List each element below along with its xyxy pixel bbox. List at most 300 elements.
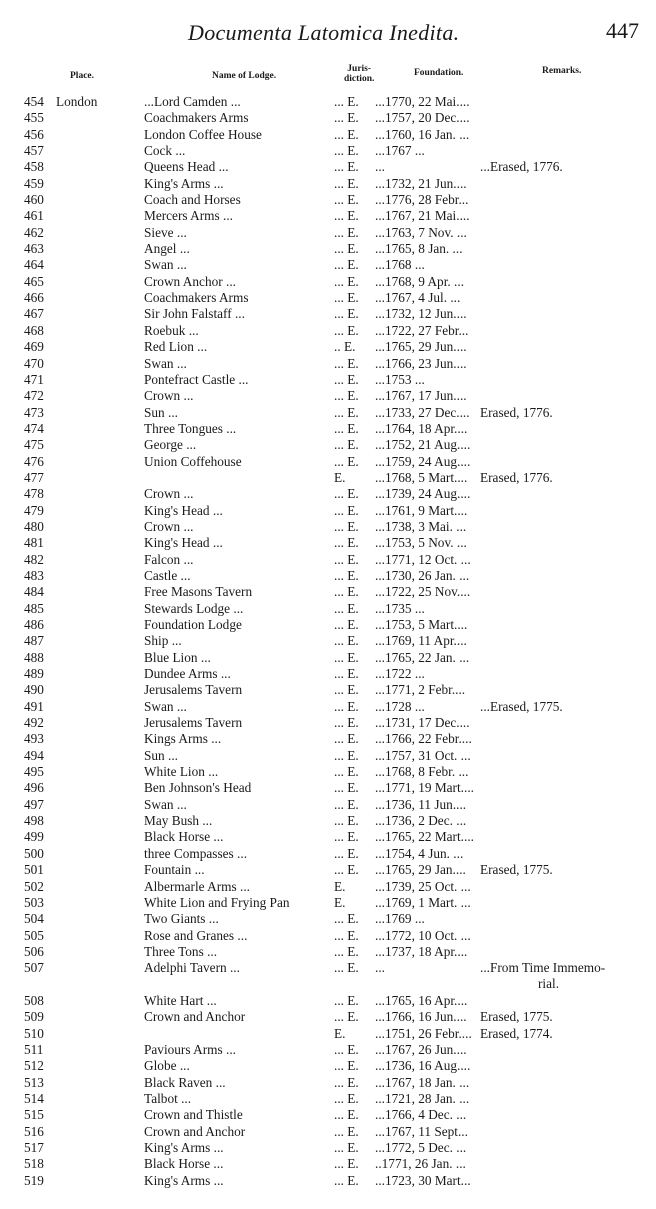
row-lodge-name: Jerusalems Tavern — [144, 715, 243, 731]
row-jurisdiction: ... E. — [334, 992, 359, 1008]
table-row — [0, 731, 656, 747]
row-lodge-name: Sieve ... — [144, 224, 187, 240]
table-row — [0, 1042, 656, 1058]
row-lodge-name: Crown ... — [144, 388, 194, 404]
row-lodge-name: King's Arms ... — [144, 175, 224, 191]
row-lodge-name: Coachmakers Arms — [144, 110, 249, 126]
row-number: 478 — [24, 486, 44, 502]
row-jurisdiction: ... E. — [334, 600, 359, 616]
table-row — [0, 274, 656, 290]
row-number: 482 — [24, 551, 44, 567]
row-foundation: ...1771, 12 Oct. ... — [375, 551, 471, 567]
row-number: 507 — [24, 960, 44, 976]
row-foundation: ...1736, 2 Dec. ... — [375, 813, 467, 829]
row-number: 486 — [24, 617, 44, 632]
table-row — [0, 241, 656, 257]
row-number: 517 — [24, 1140, 44, 1155]
table-row — [0, 911, 656, 927]
row-foundation: ...1721, 28 Jan. ... — [375, 1090, 470, 1106]
page-number: 447 — [606, 18, 639, 43]
table-row — [0, 944, 656, 960]
table-row — [0, 764, 656, 780]
table-row — [0, 617, 656, 633]
row-jurisdiction: ... E. — [334, 567, 359, 583]
row-foundation: ... — [375, 159, 385, 175]
row-number: 456 — [24, 126, 44, 142]
row-number: 476 — [24, 453, 44, 469]
column-header-jurisdiction-line2: diction. — [344, 74, 375, 84]
row-jurisdiction: ... E. — [334, 355, 359, 371]
row-lodge-name: Free Masons Tavern — [144, 584, 253, 600]
row-lodge-name: Kings Arms ... — [144, 731, 222, 747]
row-lodge-name: Angel ... — [144, 241, 190, 257]
table-row — [0, 748, 656, 764]
table-row — [0, 94, 656, 110]
row-number: 503 — [24, 894, 44, 910]
row-foundation: ...1765, 22 Jan. ... — [375, 649, 470, 665]
row-number: 495 — [24, 764, 44, 780]
row-foundation: ...1728 ... — [375, 698, 425, 714]
table-row — [0, 127, 656, 143]
table-row — [0, 208, 656, 224]
row-jurisdiction: ... E. — [334, 502, 359, 518]
row-jurisdiction: ... E. — [334, 845, 359, 861]
row-foundation: ...1766, 23 Jun.... — [375, 355, 467, 371]
row-number: 519 — [24, 1172, 44, 1188]
table-row — [0, 780, 656, 796]
row-number: 493 — [24, 731, 44, 747]
row-foundation: ...1722 ... — [375, 666, 425, 682]
row-lodge-name: Cock ... — [144, 143, 186, 159]
row-jurisdiction: ... E. — [334, 747, 359, 763]
row-lodge-name: Rose and Granes ... — [144, 927, 248, 943]
row-number: 501 — [24, 862, 44, 878]
row-lodge-name: White Lion ... — [144, 764, 219, 780]
table-row — [0, 176, 656, 192]
row-foundation: ...1772, 5 Dec. ... — [375, 1140, 467, 1155]
row-lodge-name: Union Coffehouse — [144, 453, 242, 469]
table-row — [0, 813, 656, 829]
row-foundation: ...1767, 26 Jun.... — [375, 1041, 467, 1057]
row-jurisdiction: ... E. — [334, 290, 359, 306]
row-jurisdiction: ... E. — [334, 796, 359, 812]
row-jurisdiction: ... E. — [334, 829, 359, 845]
row-foundation: ...1753, 5 Mart.... — [375, 617, 468, 632]
row-number: 460 — [24, 192, 44, 208]
row-jurisdiction: ... E. — [334, 143, 359, 159]
row-place: London — [56, 94, 98, 109]
row-number: 494 — [24, 747, 44, 763]
row-lodge-name: Talbot ... — [144, 1090, 192, 1106]
row-number: 463 — [24, 241, 44, 257]
row-number: 457 — [24, 143, 44, 159]
table-row — [0, 650, 656, 666]
table-row — [0, 1026, 656, 1042]
row-jurisdiction: ... E. — [334, 633, 359, 649]
table-row — [0, 1091, 656, 1107]
table-row — [0, 143, 656, 159]
table-row — [0, 829, 656, 845]
row-number: 470 — [24, 355, 44, 371]
table-row — [0, 568, 656, 584]
row-foundation: ...1739, 24 Aug.... — [375, 486, 471, 502]
row-foundation: ...1770, 22 Mai.... — [375, 94, 470, 109]
row-lodge-name: Swan ... — [144, 796, 187, 812]
row-jurisdiction: ... E. — [334, 764, 359, 780]
table-row — [0, 1124, 656, 1140]
row-number: 500 — [24, 845, 44, 861]
table-row — [0, 519, 656, 535]
row-lodge-name: Swan ... — [144, 355, 187, 371]
row-jurisdiction: ... E. — [334, 437, 359, 453]
row-foundation: ...1767, 4 Jul. ... — [375, 290, 461, 306]
row-lodge-name: Foundation Lodge — [144, 617, 242, 632]
column-header-remarks: Remarks. — [542, 66, 582, 76]
row-number: 510 — [24, 1025, 44, 1041]
row-lodge-name: White Lion and Frying Pan — [144, 894, 290, 910]
row-lodge-name: Roebuk ... — [144, 322, 199, 338]
row-number: 489 — [24, 666, 44, 682]
row-foundation: ...1772, 10 Oct. ... — [375, 927, 471, 943]
row-remarks: ...From Time Immemo- — [480, 960, 606, 976]
row-foundation: ...1751, 26 Febr.... — [375, 1025, 472, 1041]
row-jurisdiction: ... E. — [334, 731, 359, 747]
row-lodge-name: Crown Anchor ... — [144, 273, 236, 289]
row-jurisdiction: ... E. — [334, 518, 359, 534]
row-lodge-name: White Hart ... — [144, 992, 217, 1008]
row-foundation: ...1753 ... — [375, 371, 425, 387]
row-foundation: ...1768, 9 Apr. ... — [375, 273, 465, 289]
row-foundation: ... — [375, 960, 385, 976]
row-number: 505 — [24, 927, 44, 943]
row-foundation: ...1765, 22 Mart.... — [375, 829, 474, 845]
row-foundation: ...1737, 18 Apr.... — [375, 943, 468, 959]
row-lodge-name: Crown ... — [144, 486, 194, 502]
row-lodge-name: Falcon ... — [144, 551, 194, 567]
row-number: 480 — [24, 518, 44, 534]
column-header-jurisdiction-line1: Juris- — [347, 64, 372, 74]
row-jurisdiction: ... E. — [334, 617, 359, 632]
row-number: 518 — [24, 1156, 44, 1172]
row-lodge-name: Swan ... — [144, 257, 187, 273]
page-title: Documenta Latomica Inedita. — [188, 20, 460, 45]
row-foundation: ...1736, 11 Jun.... — [375, 796, 467, 812]
row-number: 492 — [24, 715, 44, 731]
row-lodge-name: Three Tongues ... — [144, 420, 237, 436]
row-lodge-name: ...Lord Camden ... — [144, 94, 241, 109]
row-lodge-name: Ben Johnson's Head — [144, 780, 252, 796]
row-remarks: ...Erased, 1776. — [480, 159, 563, 175]
table-row — [0, 715, 656, 731]
table-row — [0, 928, 656, 944]
row-number: 516 — [24, 1123, 44, 1139]
row-jurisdiction: ... E. — [334, 1074, 359, 1090]
row-foundation: ...1771, 2 Febr.... — [375, 682, 466, 698]
table-row — [0, 290, 656, 306]
row-foundation: ...1767, 17 Jun.... — [375, 388, 467, 404]
row-lodge-name: Stewards Lodge ... — [144, 600, 244, 616]
table-row — [0, 666, 656, 682]
row-jurisdiction: ... E. — [334, 404, 359, 420]
row-foundation: ...1766, 4 Dec. ... — [375, 1107, 467, 1123]
row-lodge-name: Albermarle Arms ... — [144, 878, 250, 894]
row-lodge-name: Black Raven ... — [144, 1074, 226, 1090]
row-number: 515 — [24, 1107, 44, 1123]
row-foundation: ...1766, 22 Febr.... — [375, 731, 472, 747]
row-number: 514 — [24, 1090, 44, 1106]
row-number: 512 — [24, 1058, 44, 1074]
table-row — [0, 1173, 656, 1189]
row-remarks: Erased, 1776. — [480, 469, 553, 485]
row-foundation: ...1757, 31 Oct. ... — [375, 747, 471, 763]
table-row — [0, 110, 656, 126]
row-foundation: ...1765, 29 Jun.... — [375, 339, 467, 355]
row-foundation: ...1769, 11 Apr.... — [375, 633, 467, 649]
row-foundation: ...1765, 29 Jan.... — [375, 862, 466, 878]
row-jurisdiction: ... E. — [334, 175, 359, 191]
column-header-place: Place. — [70, 71, 95, 81]
row-jurisdiction: ... E. — [334, 1041, 359, 1057]
row-number: 504 — [24, 911, 44, 927]
row-number: 471 — [24, 371, 44, 387]
row-remarks: Erased, 1776. — [480, 404, 553, 420]
row-jurisdiction: ... E. — [334, 273, 359, 289]
row-lodge-name: Ship ... — [144, 633, 182, 649]
row-lodge-name: Queens Head ... — [144, 159, 229, 175]
row-number: 485 — [24, 600, 44, 616]
row-jurisdiction: ... E. — [334, 306, 359, 322]
row-foundation: ...1768, 8 Febr. ... — [375, 764, 469, 780]
row-foundation: ...1765, 16 Apr.... — [375, 992, 468, 1008]
table-row — [0, 846, 656, 862]
row-number: 459 — [24, 175, 44, 191]
row-foundation: ...1760, 16 Jan. ... — [375, 126, 470, 142]
row-jurisdiction: ... E. — [334, 453, 359, 469]
row-number: 469 — [24, 339, 44, 355]
row-lodge-name: London Coffee House — [144, 126, 262, 142]
row-jurisdiction: .. E. — [334, 339, 356, 355]
row-lodge-name: King's Head ... — [144, 502, 223, 518]
row-jurisdiction: ... E. — [334, 420, 359, 436]
row-jurisdiction: ... E. — [334, 224, 359, 240]
row-foundation: ...1764, 18 Apr.... — [375, 420, 468, 436]
row-number: 465 — [24, 273, 44, 289]
row-foundation: ...1730, 26 Jan. ... — [375, 567, 470, 583]
row-number: 499 — [24, 829, 44, 845]
row-jurisdiction: E. — [334, 1025, 346, 1041]
row-number: 467 — [24, 306, 44, 322]
row-foundation: ...1731, 17 Dec.... — [375, 715, 470, 731]
row-jurisdiction: ... E. — [334, 1058, 359, 1074]
row-jurisdiction: ... E. — [334, 715, 359, 731]
row-jurisdiction: ... E. — [334, 371, 359, 387]
row-jurisdiction: ... E. — [334, 192, 359, 208]
row-lodge-name: Paviours Arms ... — [144, 1041, 236, 1057]
row-lodge-name: Crown ... — [144, 518, 194, 534]
row-jurisdiction: ... E. — [334, 1107, 359, 1123]
row-jurisdiction: ... E. — [334, 159, 359, 175]
table-row — [0, 552, 656, 568]
row-lodge-name: Crown and Thistle — [144, 1107, 243, 1123]
row-number: 506 — [24, 943, 44, 959]
table-row — [0, 584, 656, 600]
row-number: 513 — [24, 1074, 44, 1090]
row-foundation: ...1763, 7 Nov. ... — [375, 224, 467, 240]
row-number: 483 — [24, 567, 44, 583]
row-jurisdiction: ... E. — [334, 486, 359, 502]
row-jurisdiction: ... E. — [334, 126, 359, 142]
table-row — [0, 323, 656, 339]
row-jurisdiction: ... E. — [334, 911, 359, 927]
page-header — [0, 16, 656, 48]
row-jurisdiction: E. — [334, 878, 346, 894]
row-number: 472 — [24, 388, 44, 404]
row-foundation: ...1736, 16 Aug.... — [375, 1058, 471, 1074]
row-lodge-name: George ... — [144, 437, 197, 453]
row-jurisdiction: ... E. — [334, 584, 359, 600]
row-foundation: ...1768, 5 Mart.... — [375, 469, 468, 485]
row-foundation: ..1771, 26 Jan. ... — [375, 1156, 466, 1172]
row-jurisdiction: ... E. — [334, 1009, 359, 1025]
row-jurisdiction: ... E. — [334, 927, 359, 943]
table-row — [0, 225, 656, 241]
row-foundation: ...1735 ... — [375, 600, 425, 616]
row-number: 464 — [24, 257, 44, 273]
row-number: 491 — [24, 698, 44, 714]
row-lodge-name: Fountain ... — [144, 862, 205, 878]
row-jurisdiction: ... E. — [334, 682, 359, 698]
column-header-name-of-lodge: Name of Lodge. — [212, 71, 277, 81]
row-number: 458 — [24, 159, 44, 175]
row-foundation: ...1767, 18 Jan. ... — [375, 1074, 470, 1090]
row-jurisdiction: ... E. — [334, 1123, 359, 1139]
row-lodge-name: King's Arms ... — [144, 1172, 224, 1188]
row-jurisdiction: ... E. — [334, 241, 359, 257]
row-lodge-name: Sun ... — [144, 747, 178, 763]
table-row — [0, 421, 656, 437]
row-jurisdiction: ... E. — [334, 94, 359, 109]
column-header-jurisdiction — [344, 64, 374, 84]
row-lodge-name: May Bush ... — [144, 813, 213, 829]
table-row — [0, 797, 656, 813]
table-row — [0, 454, 656, 470]
row-foundation: ...1776, 28 Febr... — [375, 192, 469, 208]
table-row — [0, 960, 656, 993]
row-jurisdiction: E. — [334, 469, 346, 485]
table-row — [0, 257, 656, 273]
row-lodge-name: three Compasses ... — [144, 845, 248, 861]
row-lodge-name: Red Lion ... — [144, 339, 208, 355]
row-lodge-name: Black Horse ... — [144, 829, 224, 845]
table-row — [0, 405, 656, 421]
row-foundation: ...1753, 5 Nov. ... — [375, 535, 467, 551]
table-row — [0, 356, 656, 372]
table-row — [0, 437, 656, 453]
row-number: 509 — [24, 1009, 44, 1025]
row-jurisdiction: ... E. — [334, 813, 359, 829]
row-foundation: ...1722, 27 Febr... — [375, 322, 469, 338]
table-row — [0, 306, 656, 322]
table-row — [0, 470, 656, 486]
row-number: 479 — [24, 502, 44, 518]
row-lodge-name: Crown and Anchor — [144, 1009, 246, 1025]
row-remarks: Erased, 1774. — [480, 1025, 553, 1041]
row-number: 454 — [24, 94, 44, 109]
row-remarks: Erased, 1775. — [480, 862, 553, 878]
table-row — [0, 486, 656, 502]
row-lodge-name: Crown and Anchor — [144, 1123, 246, 1139]
row-foundation: ...1769 ... — [375, 911, 425, 927]
row-remarks: ...Erased, 1775. — [480, 698, 563, 714]
table-row — [0, 192, 656, 208]
row-jurisdiction: ... E. — [334, 1172, 359, 1188]
row-jurisdiction: ... E. — [334, 780, 359, 796]
row-lodge-name: Swan ... — [144, 698, 187, 714]
row-number: 497 — [24, 796, 44, 812]
row-jurisdiction: ... E. — [334, 698, 359, 714]
row-remarks: Erased, 1775. — [480, 1009, 553, 1025]
row-foundation: ...1733, 27 Dec.... — [375, 404, 470, 420]
row-foundation: ...1767, 21 Mai.... — [375, 208, 470, 224]
table-row — [0, 1140, 656, 1156]
row-jurisdiction: ... E. — [334, 551, 359, 567]
row-foundation: ...1759, 24 Aug.... — [375, 453, 471, 469]
row-foundation: ...1723, 30 Mart... — [375, 1172, 471, 1188]
lodge-table — [0, 94, 656, 1189]
row-foundation: ...1768 ... — [375, 257, 425, 273]
row-lodge-name: Coach and Horses — [144, 192, 241, 208]
row-number: 477 — [24, 469, 44, 485]
table-row — [0, 895, 656, 911]
row-number: 487 — [24, 633, 44, 649]
row-jurisdiction: E. — [334, 894, 346, 910]
row-number: 484 — [24, 584, 44, 600]
row-jurisdiction: ... E. — [334, 535, 359, 551]
row-number: 481 — [24, 535, 44, 551]
row-number: 502 — [24, 878, 44, 894]
row-jurisdiction: ... E. — [334, 110, 359, 126]
row-foundation: ...1739, 25 Oct. ... — [375, 878, 471, 894]
row-number: 511 — [24, 1041, 44, 1057]
row-foundation: ...1732, 12 Jun.... — [375, 306, 467, 322]
row-foundation: ...1771, 19 Mart.... — [375, 780, 474, 796]
column-header-foundation: Foundation. — [414, 68, 464, 78]
row-jurisdiction: ... E. — [334, 960, 359, 976]
row-number: 508 — [24, 992, 44, 1008]
table-row — [0, 388, 656, 404]
table-row — [0, 339, 656, 355]
row-lodge-name: Black Horse ... — [144, 1156, 224, 1172]
row-number: 475 — [24, 437, 44, 453]
table-row — [0, 1058, 656, 1074]
row-jurisdiction: ... E. — [334, 257, 359, 273]
row-lodge-name: Globe ... — [144, 1058, 190, 1074]
row-foundation: ...1752, 21 Aug.... — [375, 437, 471, 453]
row-lodge-name: Castle ... — [144, 567, 191, 583]
table-row — [0, 699, 656, 715]
row-foundation: ...1732, 21 Jun.... — [375, 175, 467, 191]
row-foundation: ...1761, 9 Mart.... — [375, 502, 468, 518]
row-jurisdiction: ... E. — [334, 649, 359, 665]
row-jurisdiction: ... E. — [334, 862, 359, 878]
row-lodge-name: Two Giants ... — [144, 911, 219, 927]
table-row — [0, 993, 656, 1009]
row-lodge-name: Jerusalems Tavern — [144, 682, 243, 698]
row-number: 490 — [24, 682, 44, 698]
table-row — [0, 1075, 656, 1091]
row-number: 473 — [24, 404, 44, 420]
row-number: 466 — [24, 290, 44, 306]
